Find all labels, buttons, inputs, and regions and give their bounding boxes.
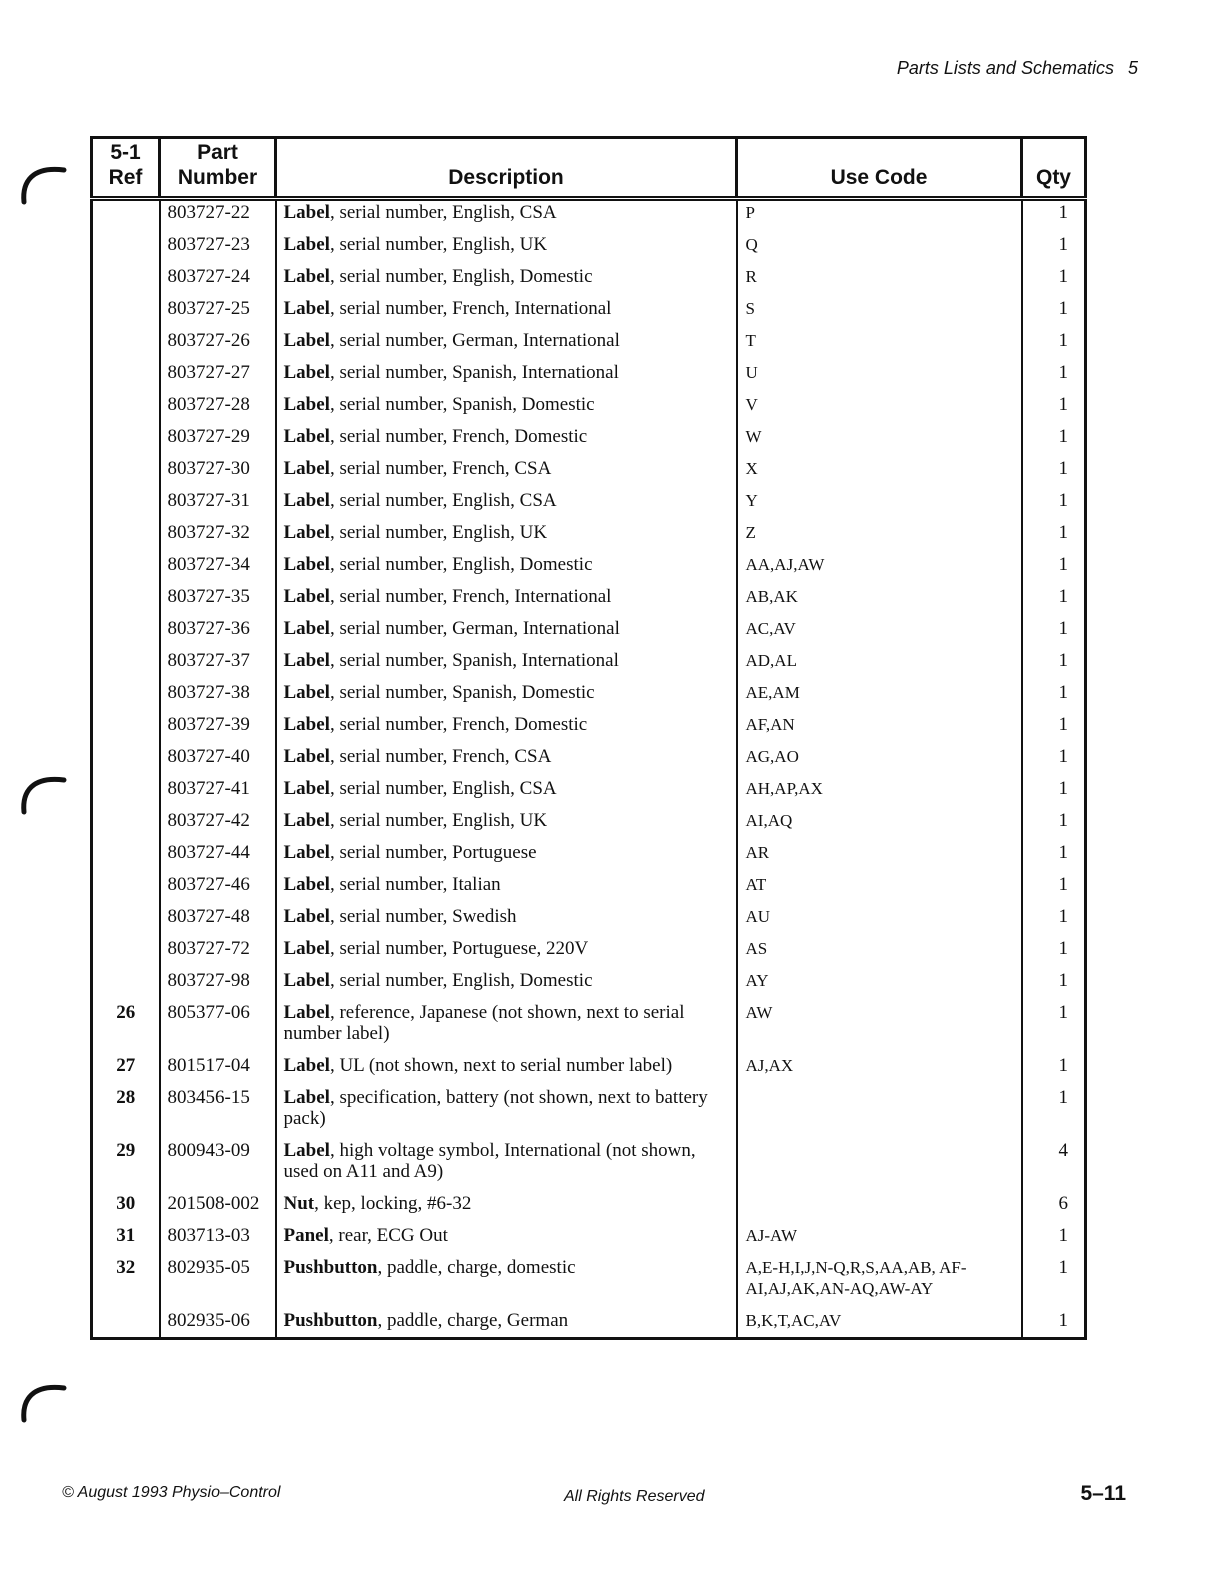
- qty-cell: 1: [1058, 554, 1068, 575]
- ref-cell: 28: [92, 1082, 160, 1135]
- ref-cell: 26: [92, 997, 160, 1050]
- qty-cell: 1: [1058, 714, 1068, 735]
- table-row: [92, 1188, 1086, 1220]
- description-text: , serial number, French, Domestic: [329, 426, 588, 447]
- description-cell: [276, 485, 737, 517]
- ref-cell: 29: [92, 1135, 160, 1188]
- qty-cell: 1: [1058, 490, 1068, 511]
- description-cell: [276, 933, 737, 965]
- use-code-cell: AJ-AW: [737, 1220, 1022, 1252]
- table-row: [92, 677, 1086, 709]
- table-row: [92, 773, 1086, 805]
- qty-cell: 1: [1058, 586, 1068, 607]
- description-text: , serial number, English, UK: [329, 234, 548, 255]
- description-cell: [276, 1135, 737, 1188]
- parts-table: [90, 136, 1087, 1340]
- qty-cell: 1: [1058, 298, 1068, 319]
- use-code-cell: P: [737, 199, 1022, 230]
- part-number-cell: 803727-27: [160, 357, 276, 389]
- table-row: [92, 229, 1086, 261]
- description-keyword: Label: [283, 362, 330, 383]
- description-keyword: Label: [283, 266, 330, 287]
- description-text: , serial number, English, UK: [329, 810, 548, 831]
- table-header-row: [92, 138, 1086, 199]
- header-description: Description: [276, 138, 737, 199]
- use-code-cell: AU: [737, 901, 1022, 933]
- description-keyword: Label: [283, 1140, 330, 1161]
- table-row: [92, 293, 1086, 325]
- description-keyword: Label: [283, 586, 330, 607]
- ref-cell: [92, 677, 160, 709]
- description-keyword: Label: [283, 458, 330, 479]
- qty-cell: 1: [1058, 682, 1068, 703]
- table-row: [92, 325, 1086, 357]
- description-keyword: Label: [283, 874, 330, 895]
- description-keyword: Label: [283, 426, 330, 447]
- part-number-cell: 803727-36: [160, 613, 276, 645]
- use-code-cell: Y: [737, 485, 1022, 517]
- description-text: , serial number, Swedish: [329, 906, 517, 927]
- description-text: , paddle, charge, German: [377, 1310, 569, 1331]
- use-code-cell: X: [737, 453, 1022, 485]
- description-text: , UL (not shown, next to serial number label): [329, 1055, 673, 1076]
- qty-cell: 1: [1058, 938, 1068, 959]
- description-cell: [276, 1082, 737, 1135]
- description-cell: [276, 581, 737, 613]
- part-number-cell: 803713-03: [160, 1220, 276, 1252]
- ref-cell: [92, 837, 160, 869]
- description-cell: [276, 293, 737, 325]
- table-row: [92, 645, 1086, 677]
- description-cell: [276, 453, 737, 485]
- table-row: [92, 805, 1086, 837]
- use-code-cell: R: [737, 261, 1022, 293]
- description-cell: [276, 997, 737, 1050]
- description-text: , serial number, Italian: [329, 874, 501, 895]
- description-text: , serial number, Spanish, International: [329, 650, 619, 671]
- page-number: 5–11: [1080, 1482, 1126, 1505]
- table-row: [92, 613, 1086, 645]
- description-keyword: Label: [283, 970, 330, 991]
- description-text: , serial number, English, Domestic: [329, 554, 593, 575]
- header-use-code: Use Code: [737, 138, 1022, 199]
- description-cell: [276, 389, 737, 421]
- part-number-cell: 803727-29: [160, 421, 276, 453]
- table-row: [92, 485, 1086, 517]
- description-cell: [276, 1252, 737, 1305]
- part-number-cell: 803727-23: [160, 229, 276, 261]
- header-part-number: Part Number: [160, 138, 276, 199]
- qty-cell: 1: [1058, 970, 1068, 991]
- part-number-cell: 803727-46: [160, 869, 276, 901]
- qty-cell: 1: [1058, 1087, 1068, 1108]
- description-text: , paddle, charge, domestic: [377, 1257, 576, 1278]
- description-text: , rear, ECG Out: [328, 1225, 448, 1246]
- ref-cell: 32: [92, 1252, 160, 1305]
- table-row: [92, 199, 1086, 230]
- description-text: , serial number, French, CSA: [329, 746, 552, 767]
- description-text: , specification, battery (not shown, next to battery pack): [283, 1087, 708, 1129]
- description-cell: [276, 1050, 737, 1082]
- description-text: , serial number, German, International: [329, 618, 620, 639]
- use-code-cell: AH,AP,AX: [737, 773, 1022, 805]
- table-row: [92, 1305, 1086, 1339]
- description-keyword: Label: [283, 810, 330, 831]
- part-number-cell: 803727-30: [160, 453, 276, 485]
- qty-cell: 4: [1058, 1140, 1068, 1161]
- part-number-cell: 803456-15: [160, 1082, 276, 1135]
- qty-cell: 1: [1058, 426, 1068, 447]
- copyright: © August 1993 Physio–Control: [62, 1484, 281, 1501]
- part-number-cell: 803727-35: [160, 581, 276, 613]
- description-cell: [276, 837, 737, 869]
- part-number-cell: 803727-28: [160, 389, 276, 421]
- part-number-cell: 803727-31: [160, 485, 276, 517]
- description-text: , serial number, French, CSA: [329, 458, 552, 479]
- qty-cell: 1: [1058, 266, 1068, 287]
- qty-cell: 1: [1058, 1257, 1068, 1278]
- part-number-cell: 803727-38: [160, 677, 276, 709]
- use-code-cell: AR: [737, 837, 1022, 869]
- table-row: [92, 517, 1086, 549]
- ref-cell: [92, 965, 160, 997]
- description-cell: [276, 901, 737, 933]
- ref-cell: [92, 453, 160, 485]
- part-number-cell: 201508-002: [160, 1188, 276, 1220]
- use-code-cell: AE,AM: [737, 677, 1022, 709]
- qty-cell: 1: [1058, 362, 1068, 383]
- ref-cell: [92, 357, 160, 389]
- use-code-cell: AD,AL: [737, 645, 1022, 677]
- description-cell: [276, 517, 737, 549]
- part-number-cell: 803727-25: [160, 293, 276, 325]
- description-text: , serial number, Portuguese: [329, 842, 537, 863]
- qty-cell: 1: [1058, 234, 1068, 255]
- ref-cell: [92, 389, 160, 421]
- description-cell: [276, 965, 737, 997]
- description-keyword: Pushbutton: [283, 1310, 378, 1331]
- qty-cell: 1: [1058, 522, 1068, 543]
- description-text: , serial number, Spanish, Domestic: [329, 394, 595, 415]
- description-text: , kep, locking, #6-32: [314, 1193, 472, 1214]
- description-keyword: Label: [283, 682, 330, 703]
- part-number-cell: 803727-42: [160, 805, 276, 837]
- use-code-cell: AJ,AX: [737, 1050, 1022, 1082]
- part-number-cell: 803727-34: [160, 549, 276, 581]
- part-number-cell: 803727-32: [160, 517, 276, 549]
- header-ref: 5-1 Ref: [92, 138, 160, 199]
- description-keyword: Label: [283, 1087, 330, 1108]
- use-code-cell: AT: [737, 869, 1022, 901]
- table-row: [92, 421, 1086, 453]
- description-keyword: Label: [283, 1002, 330, 1023]
- part-number-cell: 803727-44: [160, 837, 276, 869]
- description-cell: [276, 229, 737, 261]
- table-row: [92, 1252, 1086, 1305]
- part-number-cell: 802935-06: [160, 1305, 276, 1339]
- use-code-cell: AA,AJ,AW: [737, 549, 1022, 581]
- punch-hole-mark-icon: [18, 1368, 70, 1424]
- description-text: , serial number, Spanish, Domestic: [329, 682, 595, 703]
- ref-cell: [92, 199, 160, 230]
- qty-cell: 1: [1058, 842, 1068, 863]
- use-code-cell: V: [737, 389, 1022, 421]
- table-row: [92, 709, 1086, 741]
- description-keyword: Label: [283, 490, 330, 511]
- qty-cell: 6: [1058, 1193, 1068, 1214]
- qty-cell: 1: [1058, 458, 1068, 479]
- ref-cell: [92, 517, 160, 549]
- punch-hole-mark-icon: [18, 760, 70, 816]
- description-text: , serial number, Portuguese, 220V: [329, 938, 589, 959]
- description-text: , serial number, French, International: [329, 586, 612, 607]
- qty-cell: 1: [1058, 202, 1068, 223]
- description-text: , serial number, French, International: [329, 298, 612, 319]
- qty-cell: 1: [1058, 746, 1068, 767]
- ref-cell: [92, 549, 160, 581]
- table-row: [92, 933, 1086, 965]
- description-text: , serial number, English, UK: [329, 522, 548, 543]
- part-number-cell: 802935-05: [160, 1252, 276, 1305]
- use-code-cell: AW: [737, 997, 1022, 1050]
- running-head: [897, 58, 1138, 79]
- use-code-cell: A,E-H,I,J,N-Q,R,S,AA,AB, AF-AI,AJ,AK,AN-AQ,AW-AY: [737, 1252, 1022, 1305]
- description-cell: [276, 1305, 737, 1339]
- description-text: , serial number, English, Domestic: [329, 970, 593, 991]
- table-row: [92, 261, 1086, 293]
- use-code-cell: W: [737, 421, 1022, 453]
- qty-cell: 1: [1058, 906, 1068, 927]
- table-row: [92, 1082, 1086, 1135]
- use-code-cell: AB,AK: [737, 581, 1022, 613]
- description-cell: [276, 645, 737, 677]
- description-cell: [276, 199, 737, 230]
- description-cell: [276, 421, 737, 453]
- description-cell: [276, 805, 737, 837]
- ref-cell: [92, 805, 160, 837]
- qty-cell: 1: [1058, 330, 1068, 351]
- description-keyword: Label: [283, 842, 330, 863]
- description-text: , serial number, English, CSA: [329, 778, 557, 799]
- description-cell: [276, 325, 737, 357]
- ref-cell: [92, 773, 160, 805]
- ref-cell: [92, 325, 160, 357]
- description-text: , serial number, German, International: [329, 330, 620, 351]
- use-code-cell: AF,AN: [737, 709, 1022, 741]
- part-number-cell: 801517-04: [160, 1050, 276, 1082]
- description-cell: [276, 709, 737, 741]
- use-code-cell: AI,AQ: [737, 805, 1022, 837]
- use-code-cell: S: [737, 293, 1022, 325]
- description-text: , serial number, Spanish, International: [329, 362, 619, 383]
- description-cell: [276, 1188, 737, 1220]
- ref-cell: 30: [92, 1188, 160, 1220]
- part-number-cell: 803727-40: [160, 741, 276, 773]
- ref-cell: [92, 293, 160, 325]
- qty-cell: 1: [1058, 810, 1068, 831]
- ref-cell: [92, 869, 160, 901]
- punch-hole-mark-icon: [18, 150, 70, 206]
- table-row: [92, 965, 1086, 997]
- description-keyword: Label: [283, 394, 330, 415]
- ref-cell: [92, 581, 160, 613]
- description-keyword: Label: [283, 938, 330, 959]
- part-number-cell: 800943-09: [160, 1135, 276, 1188]
- ref-cell: [92, 1305, 160, 1339]
- description-keyword: Label: [283, 746, 330, 767]
- description-text: , serial number, English, CSA: [329, 490, 557, 511]
- description-text: , reference, Japanese (not shown, next to serial number label): [283, 1002, 685, 1044]
- ref-cell: [92, 613, 160, 645]
- description-cell: [276, 1220, 737, 1252]
- qty-cell: 1: [1058, 874, 1068, 895]
- description-text: , serial number, English, CSA: [329, 202, 557, 223]
- ref-cell: [92, 261, 160, 293]
- qty-cell: 1: [1058, 778, 1068, 799]
- ref-cell: [92, 421, 160, 453]
- part-number-cell: 803727-37: [160, 645, 276, 677]
- part-number-cell: 805377-06: [160, 997, 276, 1050]
- table-row: [92, 869, 1086, 901]
- use-code-cell: AS: [737, 933, 1022, 965]
- qty-cell: 1: [1058, 1310, 1068, 1331]
- use-code-cell: Z: [737, 517, 1022, 549]
- table-row: [92, 453, 1086, 485]
- section-title: Parts Lists and Schematics: [896, 58, 1114, 78]
- section-number: 5: [1127, 58, 1138, 78]
- table-row: [92, 357, 1086, 389]
- ref-cell: [92, 485, 160, 517]
- description-keyword: Label: [283, 234, 330, 255]
- use-code-cell: AY: [737, 965, 1022, 997]
- qty-cell: 1: [1058, 394, 1068, 415]
- qty-cell: 1: [1058, 618, 1068, 639]
- qty-cell: 1: [1058, 650, 1068, 671]
- ref-cell: [92, 933, 160, 965]
- use-code-cell: T: [737, 325, 1022, 357]
- part-number-cell: 803727-24: [160, 261, 276, 293]
- description-cell: [276, 261, 737, 293]
- description-keyword: Label: [283, 778, 330, 799]
- description-cell: [276, 869, 737, 901]
- use-code-cell: [737, 1082, 1022, 1135]
- use-code-cell: U: [737, 357, 1022, 389]
- description-keyword: Label: [283, 618, 330, 639]
- table-row: [92, 389, 1086, 421]
- qty-cell: 1: [1058, 1002, 1068, 1023]
- table-row: [92, 1135, 1086, 1188]
- table-row: [92, 837, 1086, 869]
- description-cell: [276, 357, 737, 389]
- qty-cell: 1: [1058, 1055, 1068, 1076]
- part-number-cell: 803727-39: [160, 709, 276, 741]
- description-keyword: Panel: [283, 1225, 329, 1246]
- part-number-cell: 803727-48: [160, 901, 276, 933]
- description-keyword: Label: [283, 650, 330, 671]
- description-keyword: Pushbutton: [283, 1257, 378, 1278]
- description-keyword: Label: [283, 522, 330, 543]
- ref-cell: [92, 709, 160, 741]
- description-keyword: Label: [283, 554, 330, 575]
- part-number-cell: 803727-98: [160, 965, 276, 997]
- table-row: [92, 901, 1086, 933]
- part-number-cell: 803727-26: [160, 325, 276, 357]
- description-cell: [276, 613, 737, 645]
- table-row: [92, 997, 1086, 1050]
- table-row: [92, 1220, 1086, 1252]
- description-cell: [276, 677, 737, 709]
- description-cell: [276, 741, 737, 773]
- part-number-cell: 803727-41: [160, 773, 276, 805]
- use-code-cell: AG,AO: [737, 741, 1022, 773]
- description-keyword: Label: [283, 714, 330, 735]
- description-keyword: Label: [283, 202, 330, 223]
- description-keyword: Nut: [283, 1193, 315, 1214]
- table-row: [92, 581, 1086, 613]
- description-keyword: Label: [283, 1055, 330, 1076]
- table-row: [92, 1050, 1086, 1082]
- ref-cell: [92, 229, 160, 261]
- use-code-cell: AC,AV: [737, 613, 1022, 645]
- description-keyword: Label: [283, 330, 330, 351]
- description-cell: [276, 773, 737, 805]
- ref-cell: [92, 645, 160, 677]
- ref-cell: [92, 741, 160, 773]
- use-code-cell: B,K,T,AC,AV: [737, 1305, 1022, 1339]
- description-text: , serial number, French, Domestic: [329, 714, 588, 735]
- table-row: [92, 549, 1086, 581]
- part-number-cell: 803727-72: [160, 933, 276, 965]
- description-keyword: Label: [283, 298, 330, 319]
- use-code-cell: [737, 1188, 1022, 1220]
- ref-cell: 31: [92, 1220, 160, 1252]
- description-text: , serial number, English, Domestic: [329, 266, 593, 287]
- description-cell: [276, 549, 737, 581]
- description-keyword: Label: [283, 906, 330, 927]
- rights-reserved: All Rights Reserved: [564, 1488, 705, 1505]
- description-text: , high voltage symbol, International (not shown, used on A11 and A9): [283, 1140, 696, 1182]
- use-code-cell: Q: [737, 229, 1022, 261]
- ref-cell: [92, 901, 160, 933]
- use-code-cell: [737, 1135, 1022, 1188]
- qty-cell: 1: [1058, 1225, 1068, 1246]
- table-row: [92, 741, 1086, 773]
- header-qty: Qty: [1035, 166, 1071, 189]
- ref-cell: 27: [92, 1050, 160, 1082]
- part-number-cell: 803727-22: [160, 199, 276, 230]
